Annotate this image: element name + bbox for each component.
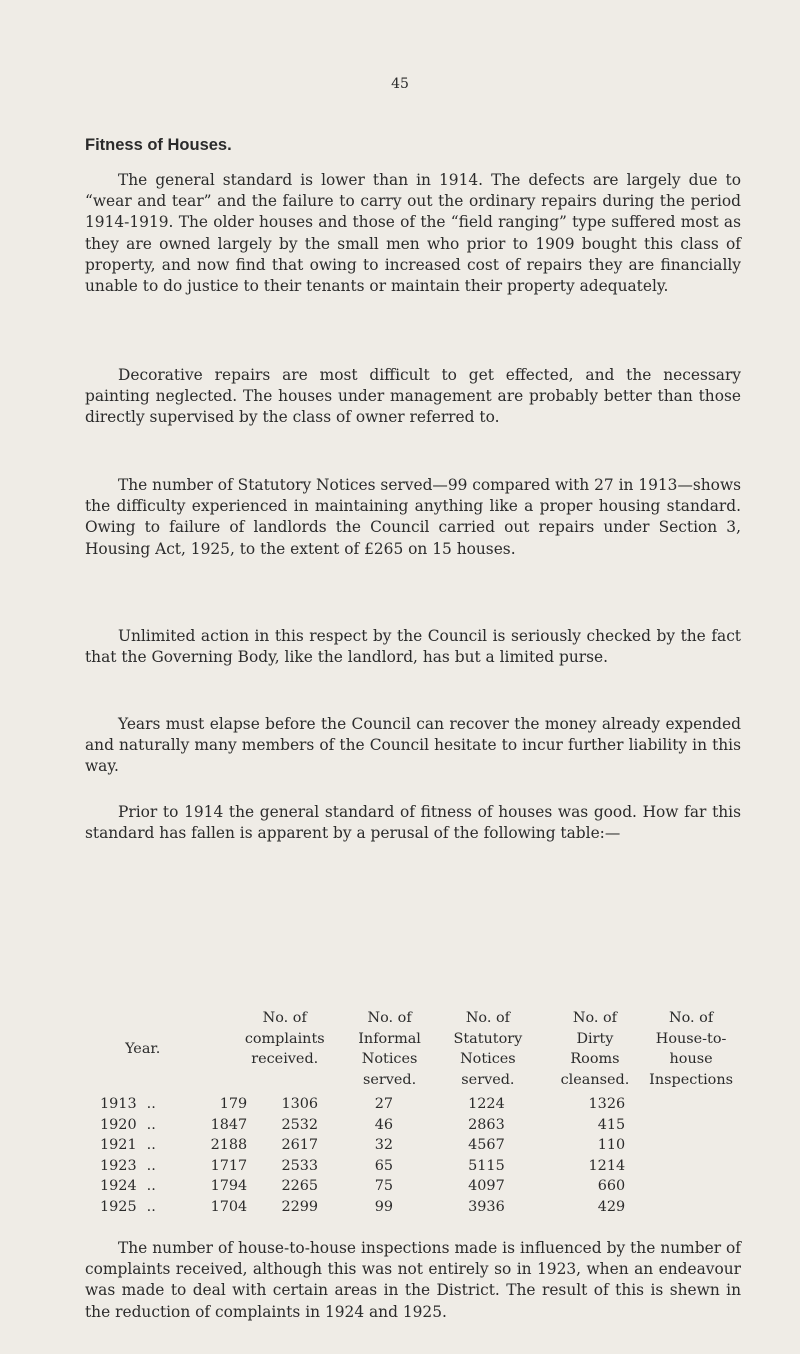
cell-dirty-rooms: 1224: [468, 1096, 505, 1112]
cell-year: [100, 1094, 185, 1115]
cell-informal-notices: 2533: [281, 1157, 319, 1174]
cell-inspections: 110: [597, 1137, 626, 1153]
paragraph-house-to-house: The number of house-to-house inspections made is influenced by the number of complaints received, although this was not entirely so in 1923, when an endeavour was made to deal with certain areas in the District. The result of this is shewn in the reduction of complaints in 1924 and 1925.: [85, 1239, 741, 1321]
table-row: [100, 1197, 733, 1218]
header-line: No. of: [262, 1010, 307, 1026]
paragraph-years-must-elapse: Years must elapse before the Council can recover the money already expended and naturally many members of the Council hesitate to incur further liability in this way.: [85, 715, 741, 776]
paragraph-unlimited-action: Unlimited action in this respect by the Council is seriously checked by the fact that the Governing Body, like the landlord, has but a limited purse.: [85, 627, 741, 667]
cell-dirty-rooms: 3936: [468, 1198, 505, 1215]
header-line: received.: [251, 1051, 319, 1067]
year-value: 1913: [100, 1096, 137, 1112]
table-row: [100, 1176, 733, 1197]
cell-year: [100, 1135, 185, 1156]
header-line: served.: [461, 1071, 515, 1088]
cell-year: [100, 1156, 185, 1177]
cell-inspections: 1326: [588, 1096, 626, 1112]
cell-year: [100, 1197, 185, 1218]
year-value: 1920: [100, 1116, 137, 1133]
header-line: Informal: [358, 1030, 421, 1047]
table-row: [100, 1115, 733, 1136]
paragraph-decorative-repairs: Decorative repairs are most difficult to get effected, and the necessary painting neglected. The houses under management are probably better than those directly supervised by the class of owner referred to.: [85, 366, 741, 427]
inspection-table: [100, 1008, 733, 1217]
cell-informal-notices: 1306: [281, 1096, 319, 1112]
cell-statutory-notices: 65: [374, 1157, 394, 1174]
cell-informal-notices: 2299: [281, 1198, 319, 1215]
header-line: Year.: [125, 1040, 161, 1057]
cell-informal-notices: 2617: [281, 1137, 319, 1153]
year-value: 1921: [100, 1137, 137, 1153]
dot-leader: ..: [146, 1157, 156, 1174]
header-line: Notices: [460, 1051, 516, 1067]
year-value: 1924: [100, 1178, 137, 1194]
paragraph-prior-to-1914: Prior to 1914 the general standard of fitness of houses was good. How far this standard has fallen is apparent by a perusal of the following table:—: [85, 803, 741, 843]
header-line: No. of: [367, 1010, 412, 1026]
header-line: No. of: [465, 1010, 510, 1026]
dot-leader: ..: [146, 1178, 156, 1194]
header-line: No. of: [572, 1010, 618, 1026]
header-dirty-rooms: [541, 1008, 649, 1094]
cell-complaints: 1847: [210, 1116, 248, 1133]
header-line: house: [669, 1051, 713, 1067]
cell-statutory-notices: 99: [374, 1198, 394, 1215]
dot-leader: ..: [146, 1096, 156, 1112]
cell-informal-notices: 2532: [281, 1116, 319, 1133]
table-row: [100, 1156, 733, 1177]
header-year: [100, 1008, 185, 1094]
paragraph-general-standard: The general standard is lower than in 1914. The defects are largely due to “wear and tear” and the failure to carry out the ordinary repairs during the period 1914-1919. The older houses and those of the “field ranging” type suffered most as they are owned largely by the small men who prior to 1909 bought this class of property, and now find that owing to increased cost of repairs they are financially unable to do justice to their tenants or maintain their property adequately.: [85, 171, 741, 296]
cell-complaints: 179: [219, 1096, 248, 1112]
year-value: 1925: [100, 1198, 137, 1215]
header-line: No. of: [669, 1010, 714, 1026]
dot-leader: ..: [146, 1137, 156, 1153]
table-header-row: [100, 1008, 733, 1094]
cell-dirty-rooms: 2863: [468, 1116, 505, 1133]
paragraph-statutory-notices: The number of Statutory Notices served—99 compared with 27 in 1913—shows the difficulty experienced in maintaining anything like a proper housing standard. Owing to failure of landlords the Council carried out repairs under Section 3, Housing Act, 1925, to the extent of £265 on 15 houses.: [85, 476, 742, 558]
cell-statutory-notices: 32: [374, 1137, 394, 1153]
cell-inspections: 429: [597, 1198, 626, 1215]
section-heading: Fitness of Houses.: [85, 136, 232, 154]
cell-dirty-rooms: 4567: [468, 1137, 505, 1153]
cell-inspections: 1214: [588, 1157, 626, 1174]
page-number: 45: [391, 76, 409, 92]
header-line: Rooms: [570, 1051, 620, 1067]
cell-statutory-notices: 75: [374, 1178, 394, 1194]
cell-year: [100, 1176, 185, 1197]
cell-complaints: 1704: [210, 1198, 248, 1215]
cell-statutory-notices: 46: [374, 1116, 394, 1133]
header-line: Notices: [361, 1051, 418, 1067]
cell-complaints: 2188: [210, 1137, 248, 1153]
dot-leader: ..: [146, 1116, 156, 1133]
cell-complaints: 1717: [210, 1157, 248, 1174]
dot-leader: ..: [146, 1198, 156, 1215]
table-row: [100, 1094, 733, 1115]
header-complaints: [185, 1008, 344, 1094]
header-line: Dirty: [576, 1030, 614, 1047]
table-row: [100, 1135, 733, 1156]
cell-year: [100, 1115, 185, 1136]
cell-informal-notices: 2265: [281, 1178, 319, 1194]
cell-inspections: 660: [597, 1178, 626, 1194]
header-line: cleansed.: [560, 1071, 630, 1088]
header-inspections: [649, 1008, 733, 1094]
cell-dirty-rooms: 5115: [468, 1157, 505, 1174]
header-line: complaints: [244, 1030, 325, 1047]
cell-statutory-notices: 27: [374, 1096, 394, 1112]
header-line: served.: [362, 1071, 417, 1088]
header-informal-notices: [344, 1008, 435, 1094]
cell-dirty-rooms: 4097: [468, 1178, 505, 1194]
header-line: House-to-: [655, 1030, 727, 1047]
cell-inspections: 415: [597, 1116, 626, 1133]
header-line: Statutory: [453, 1030, 523, 1047]
header-line: Inspections: [649, 1071, 733, 1088]
header-statutory-notices: [435, 1008, 541, 1094]
cell-complaints: 1794: [210, 1178, 248, 1194]
year-value: 1923: [100, 1157, 137, 1174]
